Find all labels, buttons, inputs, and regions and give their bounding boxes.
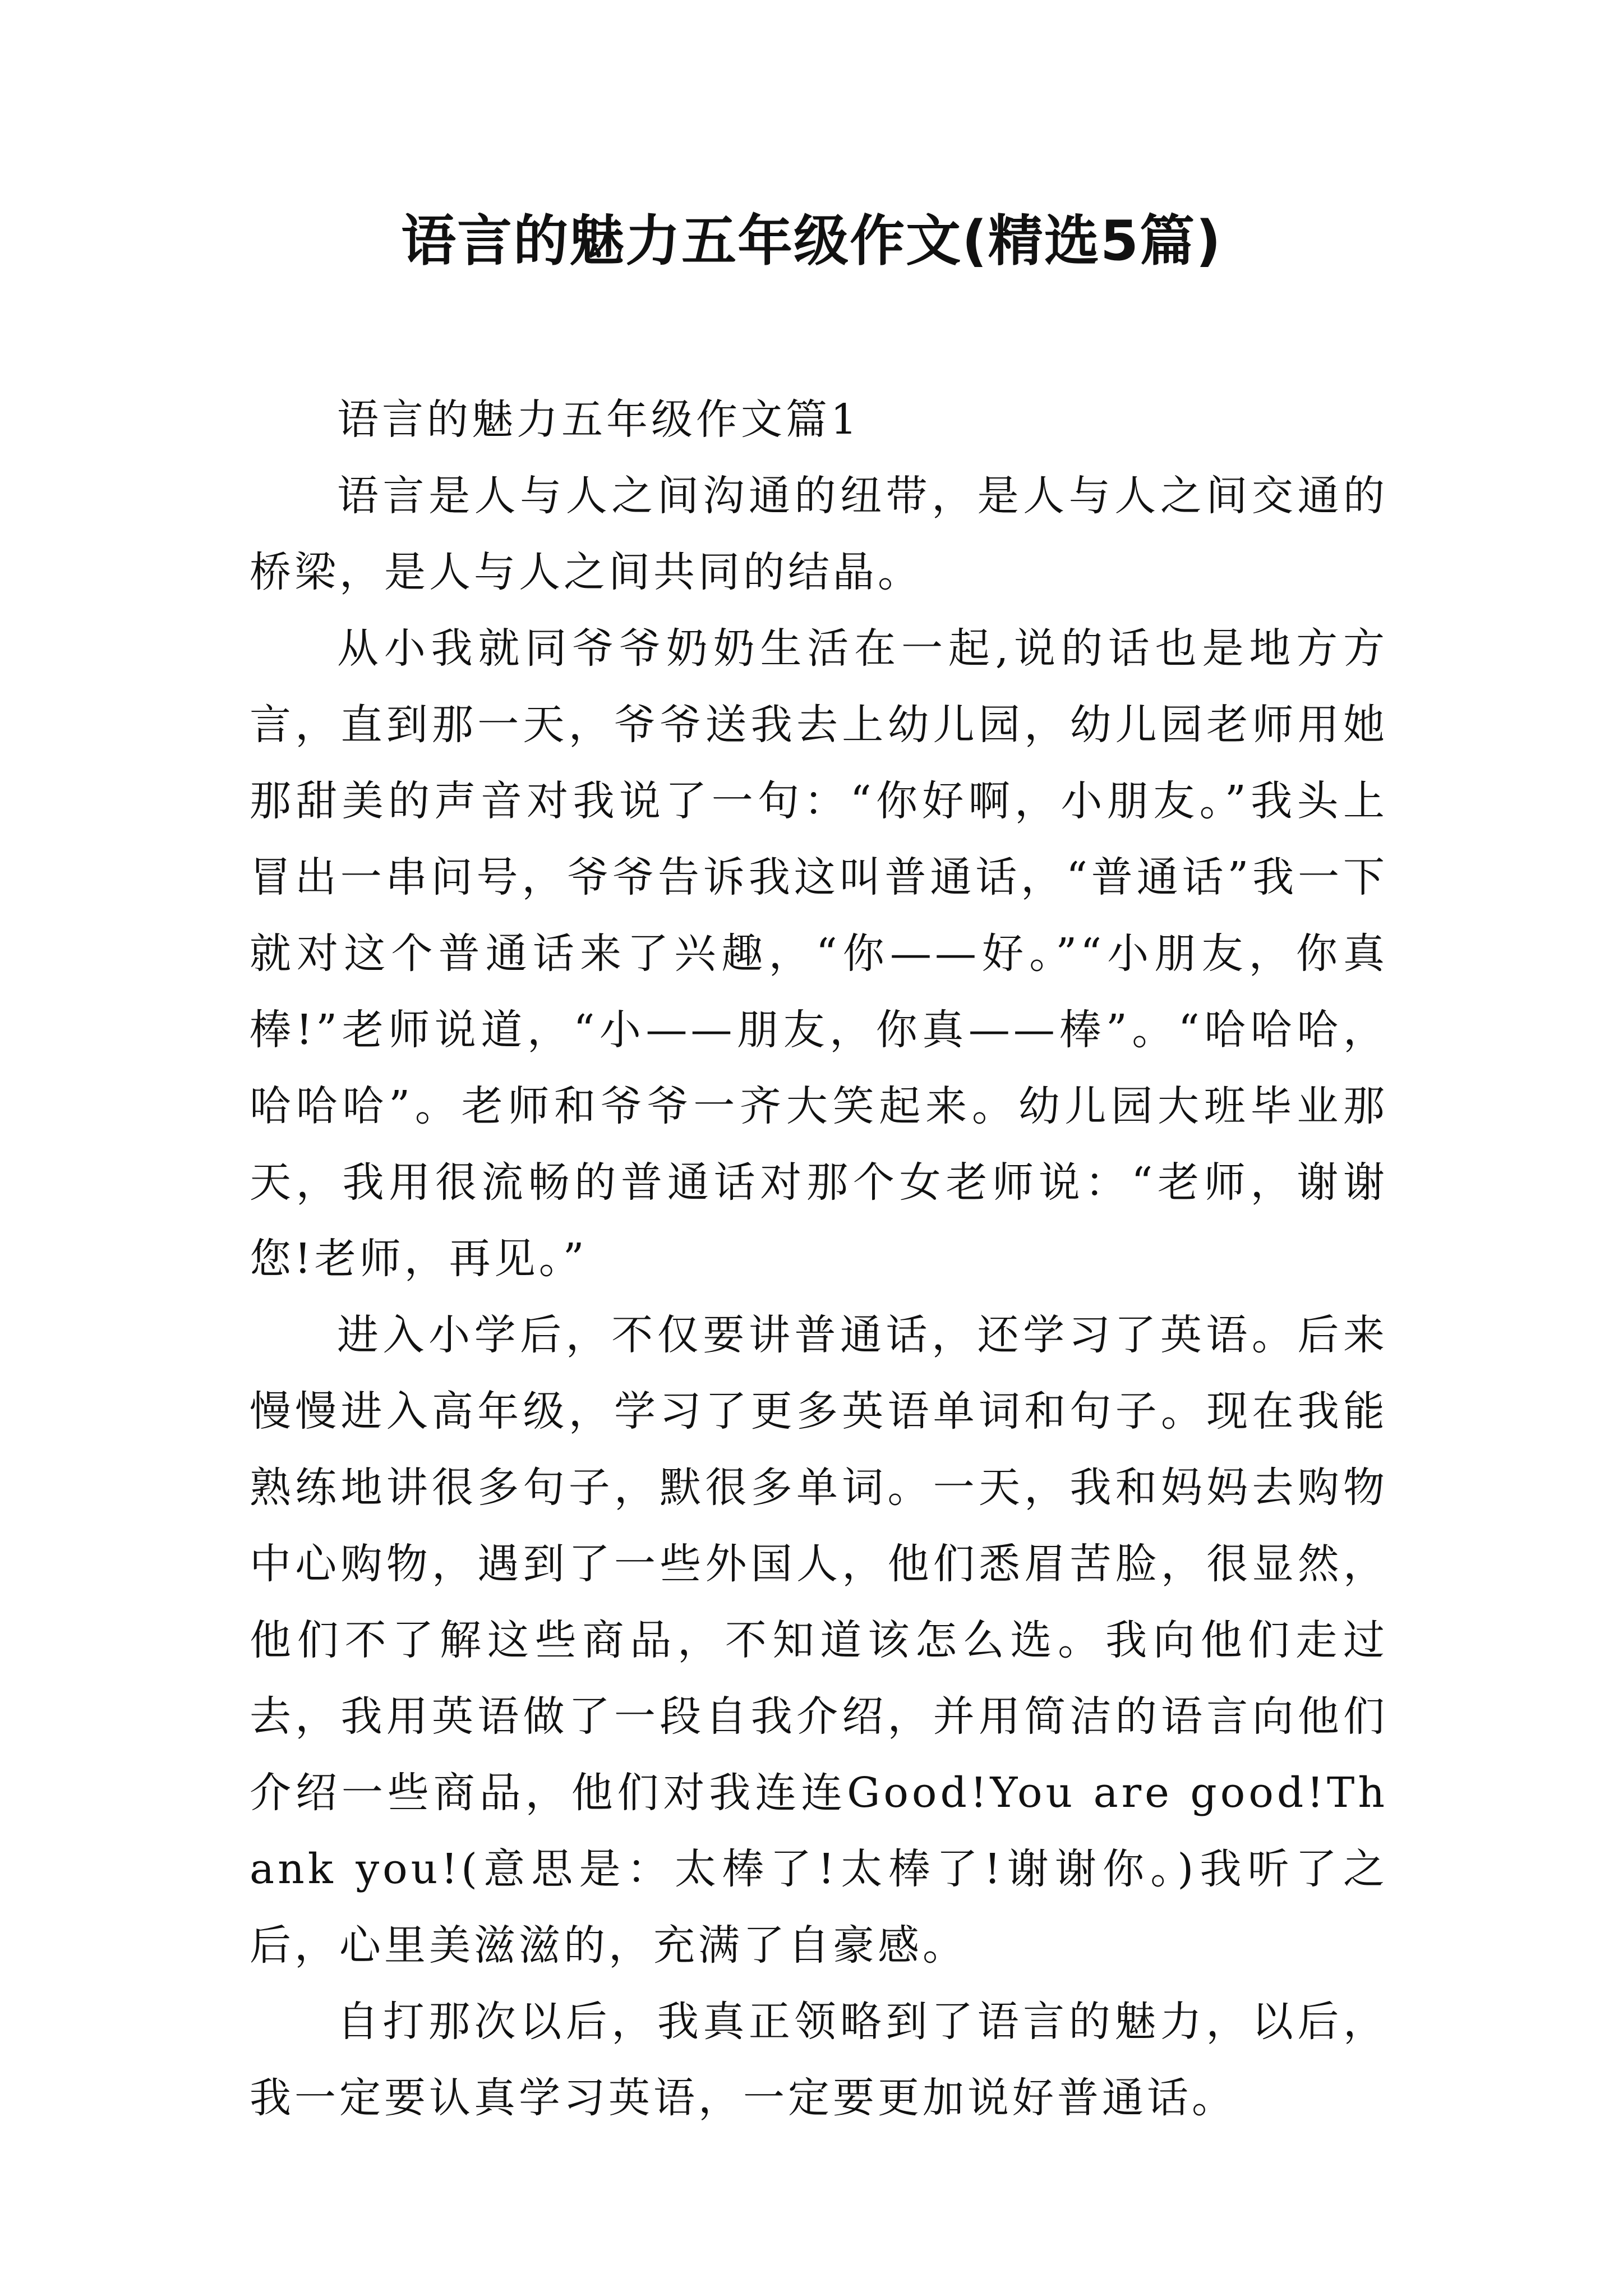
paragraph: 从小我就同爷爷奶奶生活在一起,说的话也是地方方言，直到那一天，爷爷送我去上幼儿园，幼儿园老师用她那甜美的声音对我说了一句：“你好啊，小朋友。”我头上冒出一串问号，爷爷告诉我这叫普通话，“普通话”我一下就对这个普通话来了兴趣，“你——好。”“小朋友，你真棒!”老师说道，“小——朋友，你真——棒”。“哈哈哈，哈哈哈”。老师和爷爷一齐大笑起来。幼儿园大班毕业那天，我用很流畅的普通话对那个女老师说：“老师，谢谢您!老师，再见。”: [250, 624, 1388, 1283]
paragraph: 语言是人与人之间沟通的纽带，是人与人之间交通的桥梁，是人与人之间共同的结晶。: [250, 472, 1388, 596]
document-title: 语言的魅力五年级作文(精选5篇): [401, 209, 1222, 273]
paragraph: 进入小学后，不仅要讲普通话，还学习了英语。后来慢慢进入高年级，学习了更多英语单词和句子。现在我能熟练地讲很多句子，默很多单词。一天，我和妈妈去购物中心购物，遇到了一些外国人，他们悉眉苦脸，很显然，他们不了解这些商品，不知道该怎么选。我向他们走过去，我用英语做了一段自我介绍，并用简洁的语言向他们介绍一些商品，他们对我连连Good!You are good!Thank you!(意思是：太棒了!太棒了!谢谢你。)我听了之后，心里美滋滋的，充满了自豪感。: [250, 1311, 1388, 1970]
paragraph: 自打那次以后，我真正领略到了语言的魅力，以后，我一定要认真学习英语，一定要更加说好普通话。: [250, 1998, 1388, 2122]
section-heading: 语言的魅力五年级作文篇1: [337, 395, 861, 444]
document-body: [250, 381, 1388, 2136]
